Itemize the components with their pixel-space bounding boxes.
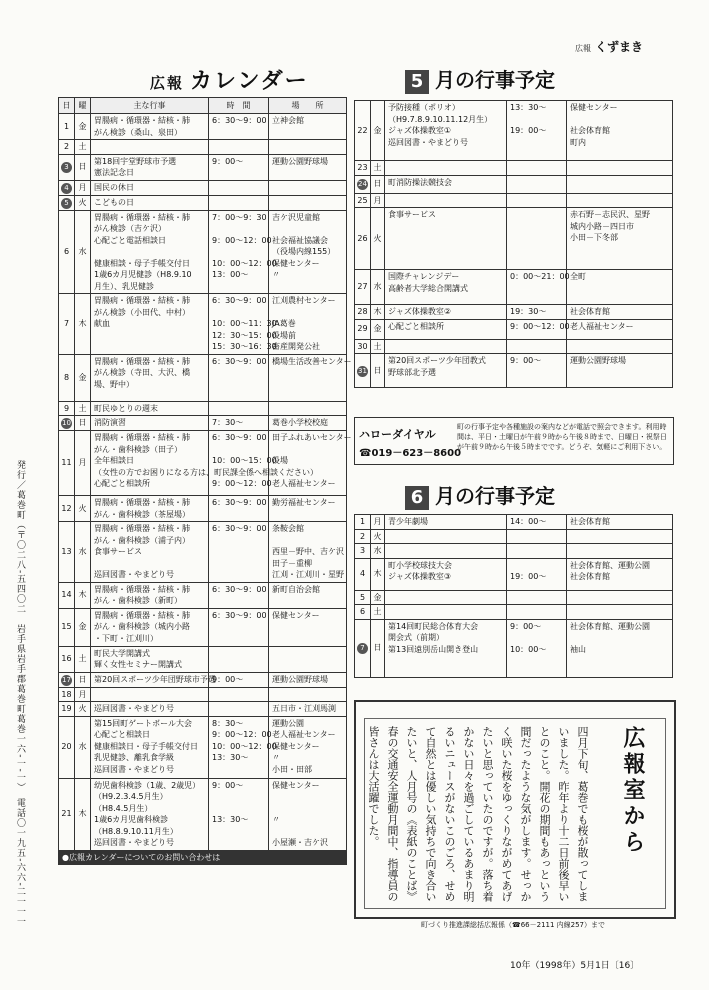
row-time: 6：30～9：00 bbox=[209, 582, 269, 608]
row-day bbox=[59, 672, 75, 687]
row-weekday: 土 bbox=[371, 339, 385, 354]
row-weekday: 水 bbox=[75, 522, 91, 583]
row-event: 胃腸病・循環器・結核・肺 がん検診（寺田、大沢、橋 場、野中） bbox=[91, 354, 209, 401]
row-event: 胃腸病・循環器・結核・肺 がん・歯科検診（浦子内） 食事サービス 巡回図書・やまどり号 bbox=[91, 522, 209, 583]
table-row bbox=[59, 195, 347, 210]
row-day: 3 bbox=[355, 544, 371, 559]
left-footer-bar: ●広報カレンダーについてのお問い合わせは bbox=[59, 850, 347, 865]
table-row bbox=[59, 154, 347, 180]
row-weekday: 木 bbox=[371, 558, 385, 590]
row-place: 運動公園野球場 bbox=[269, 154, 347, 180]
row-place: 勤労福祉センター bbox=[269, 496, 347, 522]
table-row bbox=[59, 354, 347, 401]
row-time: 7：00～9：30 9：00～12：00 10：00～12：00 13：00～ bbox=[209, 210, 269, 294]
row-event bbox=[385, 161, 507, 176]
table-row bbox=[355, 529, 673, 544]
row-weekday: 月 bbox=[75, 431, 91, 496]
june-number: 6 bbox=[405, 486, 429, 510]
col-weekday: 曜 bbox=[75, 98, 91, 114]
row-weekday: 木 bbox=[75, 294, 91, 355]
holiday-day-marker: 17 bbox=[62, 675, 71, 684]
row-weekday: 木 bbox=[75, 778, 91, 850]
row-event: 国際チャレンジデー 高齢者大学総合開講式 bbox=[385, 270, 507, 305]
table-row bbox=[355, 515, 673, 530]
row-time: 7：30～ bbox=[209, 416, 269, 431]
row-time bbox=[209, 195, 269, 210]
row-event: 胃腸病・循環器・結核・肺 がん検診（小田代、中村） 献血 bbox=[91, 294, 209, 355]
row-place: 社会体育館、運動公園 袖山 bbox=[567, 619, 673, 677]
row-place: 条鞍会館 西里－野中、吉ケ沢 田子－重柳 江刈・江刈川・星野 bbox=[269, 522, 347, 583]
row-time bbox=[507, 605, 567, 620]
row-event bbox=[385, 544, 507, 559]
col-day: 日 bbox=[59, 98, 75, 114]
row-day: 19 bbox=[59, 702, 75, 717]
table-row bbox=[355, 605, 673, 620]
row-day bbox=[59, 154, 75, 180]
row-place: 運動公園野球場 bbox=[269, 672, 347, 687]
table-row bbox=[355, 270, 673, 305]
row-event: こどもの日 bbox=[91, 195, 209, 210]
row-day: 27 bbox=[355, 270, 371, 305]
row-time bbox=[507, 339, 567, 354]
june-section-title bbox=[405, 480, 555, 510]
table-row bbox=[59, 114, 347, 140]
row-weekday: 土 bbox=[75, 140, 91, 155]
row-weekday: 月 bbox=[75, 687, 91, 702]
publisher-info: 発行／葛巻町（〒〇二八‐五四〇二 岩手県岩手郡葛巻町葛巻一六‐一‐一） 電話〇一九五‐六六‐二一一一 bbox=[15, 460, 25, 927]
row-time bbox=[507, 208, 567, 270]
row-event bbox=[385, 605, 507, 620]
row-time: 13：30～ 19：00～ bbox=[507, 101, 567, 161]
row-time bbox=[507, 175, 567, 193]
row-weekday: 水 bbox=[75, 210, 91, 294]
row-weekday: 月 bbox=[371, 193, 385, 208]
row-event: 町民大学開講式 輝く女性セミナー開講式 bbox=[91, 646, 209, 672]
row-event: 第15回町ゲートボール大会 心配ごと相談日 健康相談日・母子手帳交付日 乳児健診、離乳食学級 巡回図書・やまどり号 bbox=[91, 716, 209, 778]
row-event: 第14回町民総合体育大会 開会式（前期） 第13回遠別岳山開き登山 bbox=[385, 619, 507, 677]
row-event: 消防演習 bbox=[91, 416, 209, 431]
row-day: 11 bbox=[59, 431, 75, 496]
row-event: 第20回スポーツ少年団野球市予選 bbox=[91, 672, 209, 687]
title-small: 広報 bbox=[150, 74, 185, 92]
row-time bbox=[209, 646, 269, 672]
row-day: 29 bbox=[355, 319, 371, 339]
table-row bbox=[59, 496, 347, 522]
june-calendar-table bbox=[354, 514, 673, 678]
table-row bbox=[59, 716, 347, 778]
table-row bbox=[59, 401, 347, 416]
row-event: 胃腸病・循環器・結核・肺 がん検診（吉ケ沢） 心配ごと電話相談日 健康相談・母子手帳交付日 1歳6カ月児健診（H8.9.10 月生）、乳児健診 bbox=[91, 210, 209, 294]
table-row bbox=[59, 431, 347, 496]
row-day: 9 bbox=[59, 401, 75, 416]
table-row bbox=[355, 175, 673, 193]
row-day: 20 bbox=[59, 716, 75, 778]
table-row bbox=[59, 582, 347, 608]
row-time bbox=[209, 401, 269, 416]
table-row bbox=[355, 544, 673, 559]
row-weekday: 火 bbox=[75, 702, 91, 717]
table-row bbox=[355, 208, 673, 270]
row-event: 胃腸病・循環器・結核・肺 がん・歯科検診（田子） 全年相談日 （女性の方でお困りになる方は、町民課全係へ相談ください） 心配ごと相談所 bbox=[91, 431, 209, 496]
koho-text: 四月下旬、葛巻でも桜が散ってしまいました。昨年より十二日前後早いとのこと。開花の期間もあっという間だったような気がします。せっかく咲いた桜をゆっくりながめてあげたいと思っていたのですが。落ち着かない日々を過ごしているあまり明るいニュースがないこのごろ、せめて自然とは優しい気持ちで向き合いたいと、人月号の《表紙のことば》春の交通安全運動月間中、指導員の皆さんは大活躍でした。 bbox=[367, 726, 589, 902]
row-event: 予防接種（ポリオ） （H9.7.8.9.10.11.12月生） ジャズ体操教室① 巡回図書・やまどり号 bbox=[385, 101, 507, 161]
col-place: 場 所 bbox=[269, 98, 347, 114]
koho-title: 広報室から bbox=[620, 726, 645, 856]
hello-title: ハローダイヤル bbox=[359, 428, 436, 441]
row-time: 9：00～12：00 bbox=[507, 319, 567, 339]
row-weekday: 火 bbox=[75, 496, 91, 522]
table-row bbox=[355, 161, 673, 176]
row-day: 14 bbox=[59, 582, 75, 608]
row-event: ジャズ体操教室② bbox=[385, 305, 507, 320]
page-title bbox=[150, 64, 309, 95]
row-day: 1 bbox=[355, 515, 371, 530]
holiday-day-marker: 3 bbox=[61, 162, 72, 173]
row-weekday: 金 bbox=[371, 319, 385, 339]
table-row bbox=[59, 180, 347, 195]
row-place: 吉ケ沢児童館 社会福祉協議会 （役場内線155） 保健センター 〃 bbox=[269, 210, 347, 294]
row-event bbox=[385, 193, 507, 208]
table-row bbox=[355, 339, 673, 354]
row-time: 19：00～ bbox=[507, 558, 567, 590]
row-day: 23 bbox=[355, 161, 371, 176]
row-place bbox=[269, 646, 347, 672]
row-event: 第18回宇堂野球市予選 憲法記念日 bbox=[91, 154, 209, 180]
row-event: 町小学校球技大会 ジャズ体操教室③ bbox=[385, 558, 507, 590]
row-day: 21 bbox=[59, 778, 75, 850]
row-day: 25 bbox=[355, 193, 371, 208]
holiday-day-marker: 5 bbox=[61, 198, 72, 209]
row-day: 6 bbox=[59, 210, 75, 294]
row-day bbox=[355, 354, 371, 388]
row-event: 食事サービス bbox=[385, 208, 507, 270]
row-weekday: 日 bbox=[371, 175, 385, 193]
row-place bbox=[567, 544, 673, 559]
table-row bbox=[355, 354, 673, 388]
row-event: 巡回図書・やまどり号 bbox=[91, 702, 209, 717]
page-footer: 10年（1998年）5月1日〔16〕 bbox=[510, 961, 640, 971]
row-day: 2 bbox=[355, 529, 371, 544]
row-weekday: 日 bbox=[371, 619, 385, 677]
row-place: 社会体育館、運動公園 社会体育館 bbox=[567, 558, 673, 590]
row-weekday: 月 bbox=[371, 515, 385, 530]
row-day bbox=[59, 180, 75, 195]
row-place bbox=[269, 140, 347, 155]
koho-note: 町づくり推進課総括広報係（☎66－2111 内線257）まで bbox=[420, 921, 606, 929]
table-row bbox=[59, 687, 347, 702]
row-time: 9：00～ bbox=[209, 672, 269, 687]
row-weekday: 金 bbox=[75, 354, 91, 401]
row-day bbox=[355, 175, 371, 193]
table-row bbox=[355, 101, 673, 161]
row-time: 9：00～ 13：30～ bbox=[209, 778, 269, 850]
row-day: 18 bbox=[59, 687, 75, 702]
row-weekday: 金 bbox=[371, 590, 385, 605]
row-event: 町民ゆとりの週末 bbox=[91, 401, 209, 416]
row-event: 心配ごと相談所 bbox=[385, 319, 507, 339]
col-event: 主な行事 bbox=[91, 98, 209, 114]
brand-small: 広報 bbox=[575, 44, 591, 53]
row-place: 五日市・江刈馬渕 bbox=[269, 702, 347, 717]
row-weekday: 土 bbox=[371, 161, 385, 176]
row-weekday: 木 bbox=[371, 305, 385, 320]
table-row bbox=[355, 590, 673, 605]
row-place: 運動公園野球場 bbox=[567, 354, 673, 388]
row-day: 1 bbox=[59, 114, 75, 140]
table-row bbox=[59, 522, 347, 583]
may-title-text: 月の行事予定 bbox=[435, 68, 555, 92]
row-place: 社会体育館 bbox=[567, 515, 673, 530]
june-title-text: 月の行事予定 bbox=[435, 484, 555, 508]
row-day: 2 bbox=[59, 140, 75, 155]
row-time bbox=[507, 161, 567, 176]
row-day bbox=[59, 416, 75, 431]
row-time: 9：00～ bbox=[507, 354, 567, 388]
table-row bbox=[355, 319, 673, 339]
row-weekday: 日 bbox=[75, 672, 91, 687]
row-weekday: 水 bbox=[75, 716, 91, 778]
row-weekday: 金 bbox=[75, 608, 91, 646]
left-calendar-table bbox=[58, 97, 352, 865]
row-time bbox=[209, 180, 269, 195]
row-time: 6：30～9：00 bbox=[209, 608, 269, 646]
row-place: 保健センター bbox=[269, 608, 347, 646]
row-place: 橋場生活改善センター bbox=[269, 354, 347, 401]
row-weekday: 木 bbox=[75, 582, 91, 608]
row-time bbox=[507, 529, 567, 544]
holiday-day-marker: 24 bbox=[358, 180, 367, 188]
row-place: 新町自治会館 bbox=[269, 582, 347, 608]
may-section-title bbox=[405, 64, 555, 94]
row-weekday: 月 bbox=[75, 180, 91, 195]
row-place bbox=[269, 180, 347, 195]
row-day: 7 bbox=[59, 294, 75, 355]
may-number: 5 bbox=[405, 70, 429, 94]
row-place bbox=[269, 195, 347, 210]
row-place bbox=[269, 401, 347, 416]
row-weekday: 水 bbox=[371, 544, 385, 559]
row-day: 8 bbox=[59, 354, 75, 401]
row-time: 6：30～9：00 bbox=[209, 114, 269, 140]
row-time: 6：30～9：00 bbox=[209, 354, 269, 401]
row-day: 15 bbox=[59, 608, 75, 646]
row-event: 青少年劇場 bbox=[385, 515, 507, 530]
row-event: 町消防操法競技会 bbox=[385, 175, 507, 193]
row-event: 国民の休日 bbox=[91, 180, 209, 195]
row-day bbox=[59, 195, 75, 210]
row-time: 0：00～21：00 bbox=[507, 270, 567, 305]
holiday-day-marker: 7 bbox=[357, 643, 368, 654]
row-event bbox=[385, 590, 507, 605]
row-time: 14：00～ bbox=[507, 515, 567, 530]
table-header-row bbox=[59, 98, 347, 114]
row-event: 第20回スポーツ少年団教式 野球部北予選 bbox=[385, 354, 507, 388]
row-place bbox=[269, 687, 347, 702]
row-place: 保健センター 社会体育館 町内 bbox=[567, 101, 673, 161]
row-event bbox=[91, 140, 209, 155]
row-place: 運動公園 老人福祉センター 保健センター 〃 小田・田部 bbox=[269, 716, 347, 778]
row-time: 9：00～ bbox=[209, 154, 269, 180]
row-place: 社会体育館 bbox=[567, 305, 673, 320]
table-row bbox=[59, 294, 347, 355]
table-row bbox=[355, 305, 673, 320]
row-weekday: 金 bbox=[371, 101, 385, 161]
row-place: 立神会館 bbox=[269, 114, 347, 140]
row-day: 5 bbox=[355, 590, 371, 605]
row-event: 胃腸病・循環器・結核・肺 がん・歯科検診（茶屋場） bbox=[91, 496, 209, 522]
row-place bbox=[567, 590, 673, 605]
table-row bbox=[59, 608, 347, 646]
row-place: 江刈農村センター JA葛巻 役場前 畜産開発公社 bbox=[269, 294, 347, 355]
hello-text: 町の行事予定や各種施設の案内などが電話で照会できます。利用時間は、平日・土曜日が午前９時から午後８時まで、日曜日・祝祭日が午前９時から午後５時までです。どうぞ、気軽にご利用下さい。 bbox=[457, 423, 667, 451]
row-time: 9：00～ 10：00～ bbox=[507, 619, 567, 677]
row-day: 22 bbox=[355, 101, 371, 161]
row-event bbox=[91, 687, 209, 702]
row-time bbox=[209, 140, 269, 155]
row-day: 26 bbox=[355, 208, 371, 270]
row-event bbox=[385, 529, 507, 544]
row-weekday: 金 bbox=[75, 114, 91, 140]
row-place bbox=[567, 529, 673, 544]
row-place: 赤石野－志民沢、星野 城内小路－四日市 小田－下冬部 bbox=[567, 208, 673, 270]
row-place: 葛巻小学校校庭 bbox=[269, 416, 347, 431]
row-event: 胃腸病・循環器・結核・肺 がん検診（桑山、泉田） bbox=[91, 114, 209, 140]
row-place: 田子ふれあいセンター 役場 老人福祉センター bbox=[269, 431, 347, 496]
row-event: 幼児歯科検診（1歳、2歳児） （H9.2.3.4.5月生） （H8.4.5月生） 1歳6カ月児歯科検診 （H8.8.9.10.11月生） 巡回図書・やまどり号 bbox=[91, 778, 209, 850]
row-place bbox=[567, 193, 673, 208]
row-day: 12 bbox=[59, 496, 75, 522]
row-weekday: 日 bbox=[371, 354, 385, 388]
row-weekday: 日 bbox=[75, 154, 91, 180]
row-place bbox=[567, 175, 673, 193]
row-weekday: 土 bbox=[371, 605, 385, 620]
row-event: 胃腸病・循環器・結核・肺 がん・歯科検診（新町） bbox=[91, 582, 209, 608]
holiday-day-marker: 10 bbox=[62, 419, 71, 427]
row-time bbox=[507, 590, 567, 605]
row-time: 6：30～9：00 10：00～15：00 9：00～12：00 bbox=[209, 431, 269, 496]
row-day: 30 bbox=[355, 339, 371, 354]
table-row bbox=[59, 702, 347, 717]
row-place bbox=[567, 161, 673, 176]
row-weekday: 水 bbox=[371, 270, 385, 305]
row-weekday: 土 bbox=[75, 646, 91, 672]
row-event bbox=[385, 339, 507, 354]
koho-box bbox=[354, 700, 676, 919]
row-weekday: 日 bbox=[75, 416, 91, 431]
table-row bbox=[59, 672, 347, 687]
table-row bbox=[59, 646, 347, 672]
row-time: 6：30～9：00 bbox=[209, 496, 269, 522]
row-time: 19：30～ bbox=[507, 305, 567, 320]
row-weekday: 火 bbox=[371, 208, 385, 270]
row-time: 6：30～9：00 10：00～11：30 12：30～15：00 15：30～16：30 bbox=[209, 294, 269, 355]
holiday-day-marker: 31 bbox=[358, 366, 367, 375]
row-day: 6 bbox=[355, 605, 371, 620]
title-main-text: カレンダー bbox=[190, 69, 309, 94]
row-day: 28 bbox=[355, 305, 371, 320]
row-weekday: 土 bbox=[75, 401, 91, 416]
table-row bbox=[355, 558, 673, 590]
row-place bbox=[567, 605, 673, 620]
row-weekday: 火 bbox=[75, 195, 91, 210]
row-event: 胃腸病・循環器・結核・肺 がん・歯科検診（城内小路 ・下町・江刈川） bbox=[91, 608, 209, 646]
row-place bbox=[567, 339, 673, 354]
table-row bbox=[59, 416, 347, 431]
row-time bbox=[209, 702, 269, 717]
row-place: 全町 bbox=[567, 270, 673, 305]
brand-name: くずまき bbox=[595, 40, 644, 54]
hello-dial-box bbox=[354, 417, 674, 465]
row-day bbox=[355, 619, 371, 677]
table-row bbox=[59, 140, 347, 155]
table-row bbox=[355, 193, 673, 208]
row-time bbox=[507, 544, 567, 559]
holiday-day-marker: 4 bbox=[61, 183, 72, 194]
table-row bbox=[59, 778, 347, 850]
may-calendar-table bbox=[354, 100, 673, 388]
table-row bbox=[355, 619, 673, 677]
row-time bbox=[507, 193, 567, 208]
row-day: 4 bbox=[355, 558, 371, 590]
row-day: 16 bbox=[59, 646, 75, 672]
row-place: 保健センター 〃 小屋瀬・吉ケ沢 bbox=[269, 778, 347, 850]
row-day: 13 bbox=[59, 522, 75, 583]
row-time: 6：30～9：00 bbox=[209, 522, 269, 583]
row-time: 8：30～ 9：00～12：00 10：00～12：00 13：30～ bbox=[209, 716, 269, 778]
row-weekday: 火 bbox=[371, 529, 385, 544]
row-time bbox=[209, 687, 269, 702]
table-row bbox=[59, 210, 347, 294]
col-time: 時 間 bbox=[209, 98, 269, 114]
hello-phone: ☎019－623－8600 bbox=[359, 448, 462, 459]
brand-header bbox=[575, 38, 643, 55]
row-place: 老人福祉センター bbox=[567, 319, 673, 339]
